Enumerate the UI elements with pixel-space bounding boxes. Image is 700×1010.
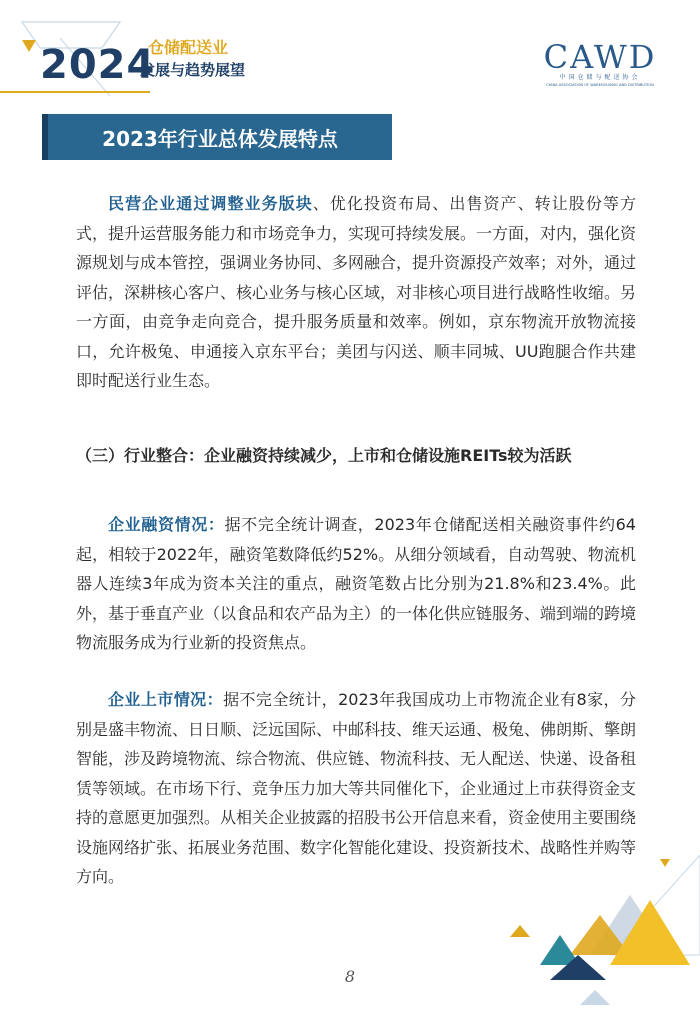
cawd-logo-en: CHINA ASSOCIATION OF WAREHOUSING AND DISTRIBUTION (546, 83, 654, 87)
header-subtitle-line2: 发展与趋势展望 (140, 61, 246, 79)
section-heading: （三）行业整合：企业融资持续减少，上市和仓储设施REITs较为活跃 (76, 446, 572, 465)
corner-decoration (500, 855, 700, 1010)
header-year: 2024 (40, 42, 156, 88)
page-number: 8 (344, 967, 356, 986)
cawd-logo (540, 40, 660, 88)
paragraph-listing-text: 据不完全统计，2023年我国成功上市物流企业有8家，分别是盛丰物流、日日顺、泛远国际、中邮科技、维天运通、极兔、佛朗斯、擎朗智能，涉及跨境物流、综合物流、供应链、物流科技、无人配送、快递、设备租赁等领域。在市场下行、竞争压力加大等共同催化下，企业通过上市获得资金支持的意愿更加强烈。从相关企业披露的招股书公开信息来看，资金使用主要围绕设施网络扩张、拓展业务范围、数字化智能化建设、投资新技术、战略性并购等方向。 (76, 690, 637, 886)
paragraph-restructuring (76, 189, 636, 396)
cawd-logo-cn: 中国仓储与配送协会 (559, 74, 641, 81)
section-title-bar (42, 114, 392, 160)
paragraph-financing (76, 510, 636, 658)
paragraph-financing-highlight: 企业融资情况： (108, 515, 225, 534)
paragraph-listing-highlight: 企业上市情况： (108, 690, 224, 709)
cawd-logo-name: CAWD (543, 38, 657, 76)
paragraph-restructuring-text: 、优化投资布局、出售资产、转让股份等方式，提升运营服务能力和市场竞争力，实现可持续发展。一方面，对内，强化资源规划与成本管控，强调业务协同、多网融合，提升资源投产效率；对外，通过评估，深耕核心客户、核心业务与核心区域，对非核心项目进行战略性收缩。另一方面，由竞争走向竞合，提升服务质量和效率。例如，京东物流开放物流接口，允许极兔、申通接入京东平台；美团与闪送、顺丰同城、UU跑腿合作共建即时配送行业生态。 (76, 194, 637, 390)
paragraph-restructuring-highlight: 民营企业通过调整业务版块 (108, 194, 313, 213)
header-subtitle-line1: 仓储配送业 (148, 38, 229, 57)
section-title: 2023年行业总体发展特点 (102, 126, 338, 151)
paragraph-financing-text: 据不完全统计调查，2023年仓储配送相关融资事件约64起，相较于2022年，融资笔数降低约52%。从细分领域看，自动驾驶、物流机器人连续3年成为资本关注的重点，融资笔数占比分别为21.8%和23.4%。此外，基于垂直产业（以食品和农产品为主）的一体化供应链服务、端到端的跨境物流服务成为行业新的投资焦点。 (76, 515, 637, 652)
